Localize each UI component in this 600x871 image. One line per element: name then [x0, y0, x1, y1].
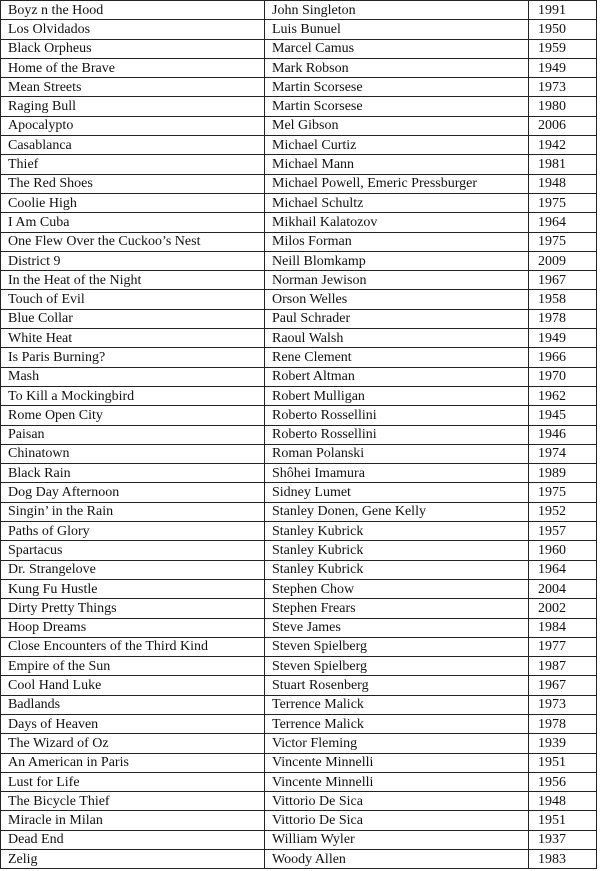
film-title-cell: Mean Streets	[1, 78, 265, 97]
year-cell: 1973	[529, 78, 597, 97]
director-cell: Norman Jewison	[265, 271, 529, 290]
film-title-cell: Cool Hand Luke	[1, 676, 265, 695]
film-title-cell: Hoop Dreams	[1, 618, 265, 637]
director-cell: William Wyler	[265, 830, 529, 849]
film-title-cell: Spartacus	[1, 541, 265, 560]
film-title-cell: An American in Paris	[1, 753, 265, 772]
film-title-cell: The Wizard of Oz	[1, 734, 265, 753]
director-cell: Stanley Kubrick	[265, 560, 529, 579]
table-row	[1, 579, 597, 598]
year-cell: 1945	[529, 406, 597, 425]
year-cell: 1964	[529, 213, 597, 232]
film-title-cell: Dr. Strangelove	[1, 560, 265, 579]
director-cell: Vittorio De Sica	[265, 792, 529, 811]
year-cell: 1951	[529, 811, 597, 830]
film-title-cell: Miracle in Milan	[1, 811, 265, 830]
director-cell: Mikhail Kalatozov	[265, 213, 529, 232]
table-row	[1, 657, 597, 676]
film-title-cell: One Flew Over the Cuckoo’s Nest	[1, 232, 265, 251]
film-title-cell: Apocalypto	[1, 116, 265, 135]
table-row	[1, 78, 597, 97]
year-cell: 1937	[529, 830, 597, 849]
table-row	[1, 1, 597, 20]
film-title-cell: Blue Collar	[1, 309, 265, 328]
director-cell: Stanley Donen, Gene Kelly	[265, 502, 529, 521]
year-cell: 1970	[529, 367, 597, 386]
director-cell: Stephen Frears	[265, 599, 529, 618]
table-row	[1, 348, 597, 367]
film-title-cell: Paisan	[1, 425, 265, 444]
film-title-cell: Zelig	[1, 850, 265, 869]
table-row	[1, 386, 597, 405]
film-title-cell: Touch of Evil	[1, 290, 265, 309]
director-cell: Mark Robson	[265, 58, 529, 77]
director-cell: Vincente Minnelli	[265, 753, 529, 772]
director-cell: Victor Fleming	[265, 734, 529, 753]
film-title-cell: Dirty Pretty Things	[1, 599, 265, 618]
table-row	[1, 676, 597, 695]
year-cell: 1980	[529, 97, 597, 116]
film-title-cell: In the Heat of the Night	[1, 271, 265, 290]
year-cell: 1948	[529, 792, 597, 811]
year-cell: 1949	[529, 329, 597, 348]
director-cell: Marcel Camus	[265, 39, 529, 58]
year-cell: 1948	[529, 174, 597, 193]
year-cell: 1957	[529, 522, 597, 541]
director-cell: Stanley Kubrick	[265, 522, 529, 541]
table-row	[1, 193, 597, 212]
film-title-cell: Singin’ in the Rain	[1, 502, 265, 521]
film-title-cell: The Bicycle Thief	[1, 792, 265, 811]
table-row	[1, 502, 597, 521]
table-row	[1, 599, 597, 618]
director-cell: Robert Mulligan	[265, 386, 529, 405]
table-row	[1, 329, 597, 348]
year-cell: 1981	[529, 155, 597, 174]
table-row	[1, 290, 597, 309]
film-title-cell: Chinatown	[1, 444, 265, 463]
year-cell: 1978	[529, 309, 597, 328]
table-row	[1, 213, 597, 232]
director-cell: Woody Allen	[265, 850, 529, 869]
film-title-cell: Lust for Life	[1, 772, 265, 791]
director-cell: Roberto Rossellini	[265, 425, 529, 444]
film-title-cell: The Red Shoes	[1, 174, 265, 193]
table-row	[1, 425, 597, 444]
table-row	[1, 367, 597, 386]
year-cell: 1942	[529, 136, 597, 155]
year-cell: 1967	[529, 271, 597, 290]
year-cell: 1977	[529, 637, 597, 656]
director-cell: Vittorio De Sica	[265, 811, 529, 830]
director-cell: Paul Schrader	[265, 309, 529, 328]
year-cell: 1989	[529, 464, 597, 483]
table-row	[1, 792, 597, 811]
year-cell: 1978	[529, 714, 597, 733]
table-row	[1, 522, 597, 541]
film-title-cell: Close Encounters of the Third Kind	[1, 637, 265, 656]
year-cell: 1949	[529, 58, 597, 77]
year-cell: 1974	[529, 444, 597, 463]
year-cell: 1951	[529, 753, 597, 772]
table-row	[1, 618, 597, 637]
year-cell: 2009	[529, 251, 597, 270]
film-title-cell: Casablanca	[1, 136, 265, 155]
table-row	[1, 695, 597, 714]
year-cell: 1959	[529, 39, 597, 58]
year-cell: 1983	[529, 850, 597, 869]
table-row	[1, 734, 597, 753]
table-row	[1, 39, 597, 58]
table-row	[1, 811, 597, 830]
director-cell: Raoul Walsh	[265, 329, 529, 348]
table-row	[1, 406, 597, 425]
film-title-cell: District 9	[1, 251, 265, 270]
year-cell: 1939	[529, 734, 597, 753]
director-cell: Michael Schultz	[265, 193, 529, 212]
director-cell: Shôhei Imamura	[265, 464, 529, 483]
director-cell: Steve James	[265, 618, 529, 637]
film-title-cell: Empire of the Sun	[1, 657, 265, 676]
table-row	[1, 271, 597, 290]
year-cell: 1964	[529, 560, 597, 579]
year-cell: 1991	[529, 1, 597, 20]
table-row	[1, 116, 597, 135]
director-cell: Luis Bunuel	[265, 20, 529, 39]
year-cell: 1975	[529, 232, 597, 251]
table-row	[1, 174, 597, 193]
year-cell: 1966	[529, 348, 597, 367]
director-cell: Roberto Rossellini	[265, 406, 529, 425]
year-cell: 1973	[529, 695, 597, 714]
film-title-cell: Is Paris Burning?	[1, 348, 265, 367]
film-title-cell: Kung Fu Hustle	[1, 579, 265, 598]
table-row	[1, 20, 597, 39]
director-cell: Michael Mann	[265, 155, 529, 174]
director-cell: Stanley Kubrick	[265, 541, 529, 560]
director-cell: Steven Spielberg	[265, 657, 529, 676]
director-cell: Stephen Chow	[265, 579, 529, 598]
film-title-cell: Boyz n the Hood	[1, 1, 265, 20]
table-row	[1, 58, 597, 77]
year-cell: 1958	[529, 290, 597, 309]
director-cell: John Singleton	[265, 1, 529, 20]
film-title-cell: Mash	[1, 367, 265, 386]
year-cell: 1946	[529, 425, 597, 444]
table-row	[1, 541, 597, 560]
table-row	[1, 772, 597, 791]
director-cell: Roman Polanski	[265, 444, 529, 463]
year-cell: 1975	[529, 193, 597, 212]
year-cell: 1952	[529, 502, 597, 521]
film-title-cell: Days of Heaven	[1, 714, 265, 733]
table-row	[1, 464, 597, 483]
film-title-cell: Dog Day Afternoon	[1, 483, 265, 502]
year-cell: 1987	[529, 657, 597, 676]
film-title-cell: Coolie High	[1, 193, 265, 212]
table-row	[1, 850, 597, 869]
table-row	[1, 714, 597, 733]
year-cell: 1956	[529, 772, 597, 791]
film-title-cell: Black Orpheus	[1, 39, 265, 58]
year-cell: 1950	[529, 20, 597, 39]
table-row	[1, 136, 597, 155]
director-cell: Michael Curtiz	[265, 136, 529, 155]
film-title-cell: Rome Open City	[1, 406, 265, 425]
director-cell: Michael Powell, Emeric Pressburger	[265, 174, 529, 193]
director-cell: Neill Blomkamp	[265, 251, 529, 270]
table-row	[1, 155, 597, 174]
director-cell: Terrence Malick	[265, 714, 529, 733]
year-cell: 2004	[529, 579, 597, 598]
table-row	[1, 444, 597, 463]
table-row	[1, 483, 597, 502]
film-title-cell: Black Rain	[1, 464, 265, 483]
director-cell: Terrence Malick	[265, 695, 529, 714]
table-row	[1, 251, 597, 270]
year-cell: 2006	[529, 116, 597, 135]
table-row	[1, 753, 597, 772]
film-title-cell: Badlands	[1, 695, 265, 714]
director-cell: Robert Altman	[265, 367, 529, 386]
year-cell: 1960	[529, 541, 597, 560]
director-cell: Rene Clement	[265, 348, 529, 367]
table-row	[1, 637, 597, 656]
film-title-cell: Paths of Glory	[1, 522, 265, 541]
film-title-cell: White Heat	[1, 329, 265, 348]
director-cell: Steven Spielberg	[265, 637, 529, 656]
table-row	[1, 560, 597, 579]
table-row	[1, 232, 597, 251]
film-title-cell: Thief	[1, 155, 265, 174]
director-cell: Martin Scorsese	[265, 78, 529, 97]
table-row	[1, 830, 597, 849]
film-title-cell: To Kill a Mockingbird	[1, 386, 265, 405]
director-cell: Orson Welles	[265, 290, 529, 309]
year-cell: 1984	[529, 618, 597, 637]
film-title-cell: I Am Cuba	[1, 213, 265, 232]
year-cell: 1975	[529, 483, 597, 502]
director-cell: Martin Scorsese	[265, 97, 529, 116]
director-cell: Milos Forman	[265, 232, 529, 251]
year-cell: 1962	[529, 386, 597, 405]
table-row	[1, 97, 597, 116]
film-title-cell: Dead End	[1, 830, 265, 849]
film-title-cell: Home of the Brave	[1, 58, 265, 77]
director-cell: Stuart Rosenberg	[265, 676, 529, 695]
director-cell: Vincente Minnelli	[265, 772, 529, 791]
film-title-cell: Los Olvidados	[1, 20, 265, 39]
table-row	[1, 309, 597, 328]
year-cell: 2002	[529, 599, 597, 618]
film-title-cell: Raging Bull	[1, 97, 265, 116]
director-cell: Mel Gibson	[265, 116, 529, 135]
films-table-body	[1, 1, 597, 869]
director-cell: Sidney Lumet	[265, 483, 529, 502]
year-cell: 1967	[529, 676, 597, 695]
